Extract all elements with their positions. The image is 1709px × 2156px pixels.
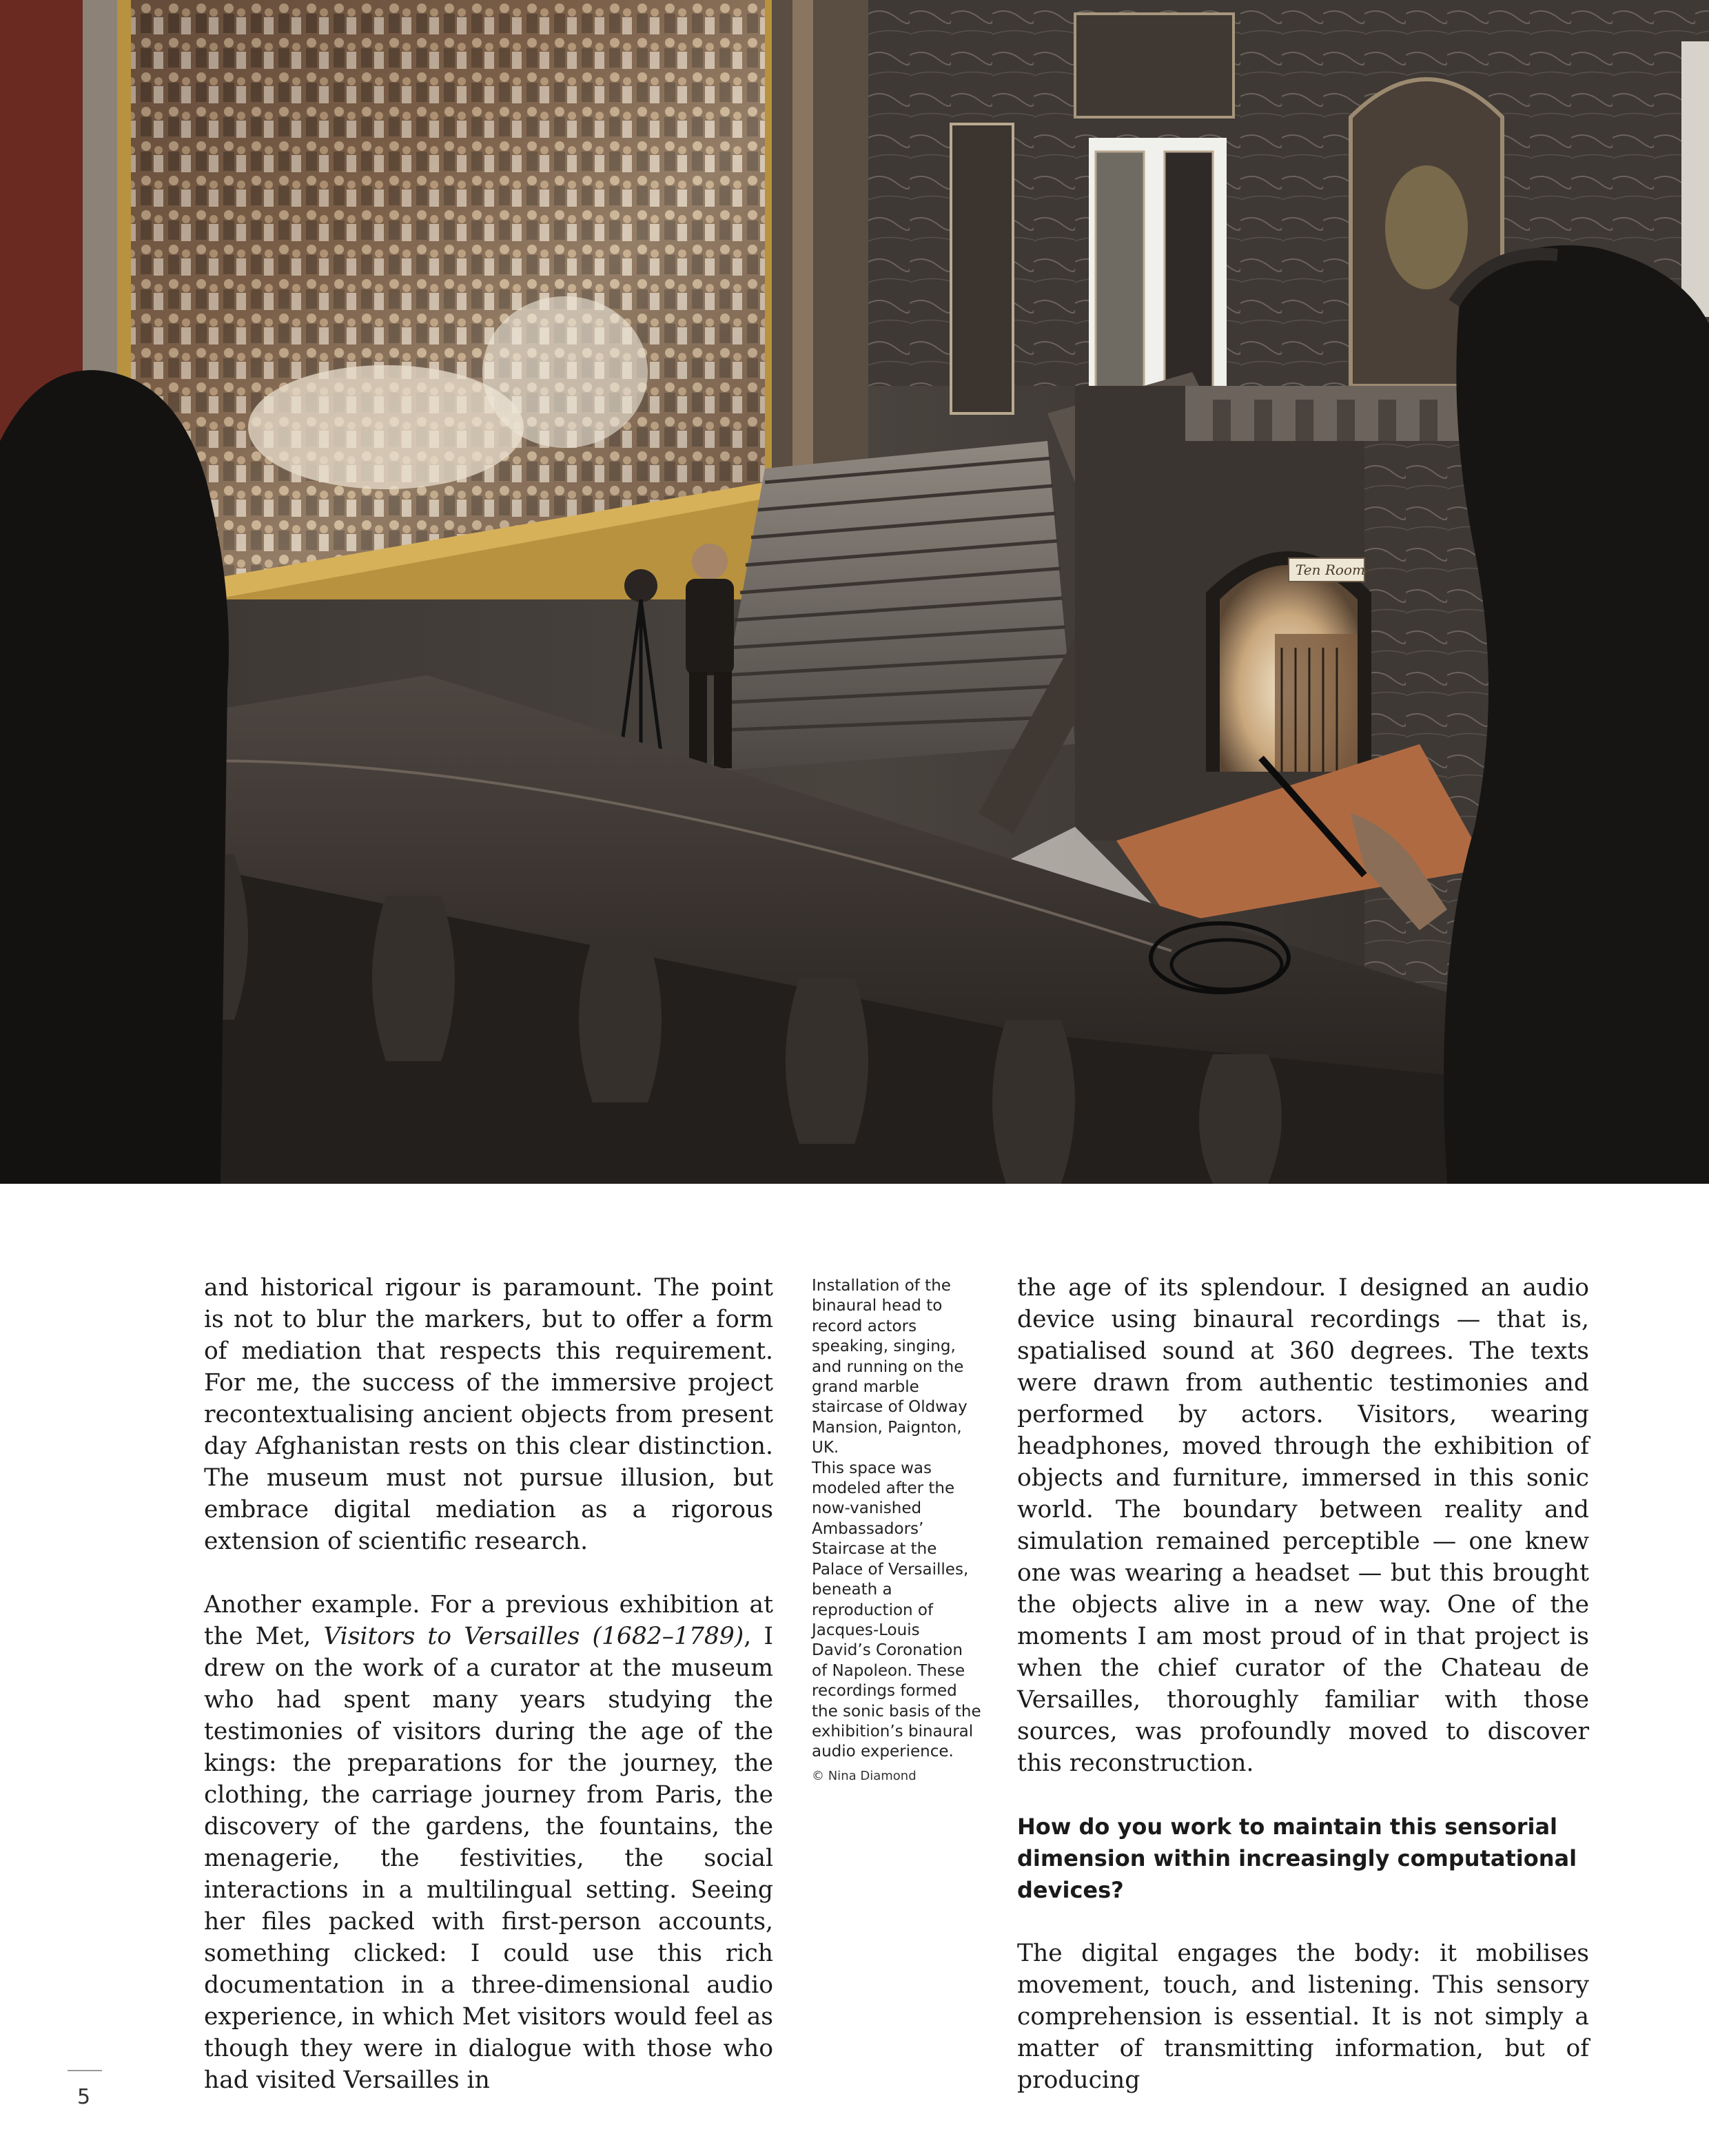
article-column-left bbox=[204, 1272, 773, 2096]
painting bbox=[117, 0, 779, 613]
photo-caption bbox=[812, 1276, 981, 1787]
article-column-right bbox=[1017, 1272, 1589, 2096]
paragraph: and historical rigour is paramount. The point is not to blur the markers, but to offer a form of mediation that respects this requirement. For me, the success of the immersive project recontextualising ancient objects from present day Afghanistan rests on this clear distinction. The museum must not pursue illusion, but embrace digital mediation as a rigorous extension of scientific research. bbox=[204, 1274, 773, 1555]
paragraph-text: Another example. For a previous exhibition at the Met, bbox=[204, 1591, 773, 1650]
paragraph: The digital engages the body: it mobilises movement, touch, and listening. This sensory comprehension is essential. It is not simply a matter of transmitting information, but of producing bbox=[1017, 1940, 1589, 2094]
photo-credit: © Nina Diamond bbox=[812, 1768, 917, 1783]
paragraph-text: , I drew on the work of a curator at the museum who had spent many years studying the testimonies of visitors during the age of the kings: the preparations for the journey, the clothing, the carriage journey from Paris, the discovery of the gardens, the fountains, the menagerie, the festivities, the social interactions in a multilingual setting. Seeing her files packed with first-person accounts, something clicked: I could use this rich documentation in a three-dimensional audio experience, in which Met visitors would feel as though they were in dialogue with those who had visited Versailles in bbox=[204, 1623, 774, 2094]
sign-text: Ten Rooms bbox=[1296, 562, 1373, 578]
folio-rule bbox=[68, 2070, 102, 2071]
caption-text: Installation of the binaural head to record actors speaking, singing, and running on the grand marble staircase of Oldway Mansion, Paignton, UK. bbox=[812, 1277, 968, 1457]
caption-text: This space was modeled after the now-vanished Ambassadors’ Staircase at the Palace of Versailles, beneath a reproduction of Jacques-Louis David’s Coronation of Napoleon. These recordings formed the sonic basis of the exhibition’s binaural audio experience. bbox=[812, 1459, 981, 1761]
paragraph bbox=[204, 1589, 773, 2096]
paragraph: the age of its splendour. I designed an audio device using binaural recordings — that is, spatialised sound at 360 degrees. The texts were drawn from authentic testimonies and performed by actors. Visitors, wearing headphones, moved through the exhibition of objects and furniture, immersed in this sonic world. The boundary between reality and simulation remained perceptible — one knew one was wearing a headset — but this brought the objects alive in a new way. One of the moments I am most proud of in that project is when the chief curator of the Chateau de Versailles, thoroughly familiar with those sources, was profoundly moved to discover this reconstruction. bbox=[1017, 1274, 1589, 1777]
page-number: 5 bbox=[77, 2085, 91, 2109]
interview-question: How do you work to maintain this sensorial dimension within increasingly computational devices? bbox=[1017, 1814, 1577, 1903]
left-silhouette bbox=[0, 370, 229, 1184]
exhibition-title: Visitors to Versailles (1682–1789) bbox=[323, 1623, 744, 1650]
